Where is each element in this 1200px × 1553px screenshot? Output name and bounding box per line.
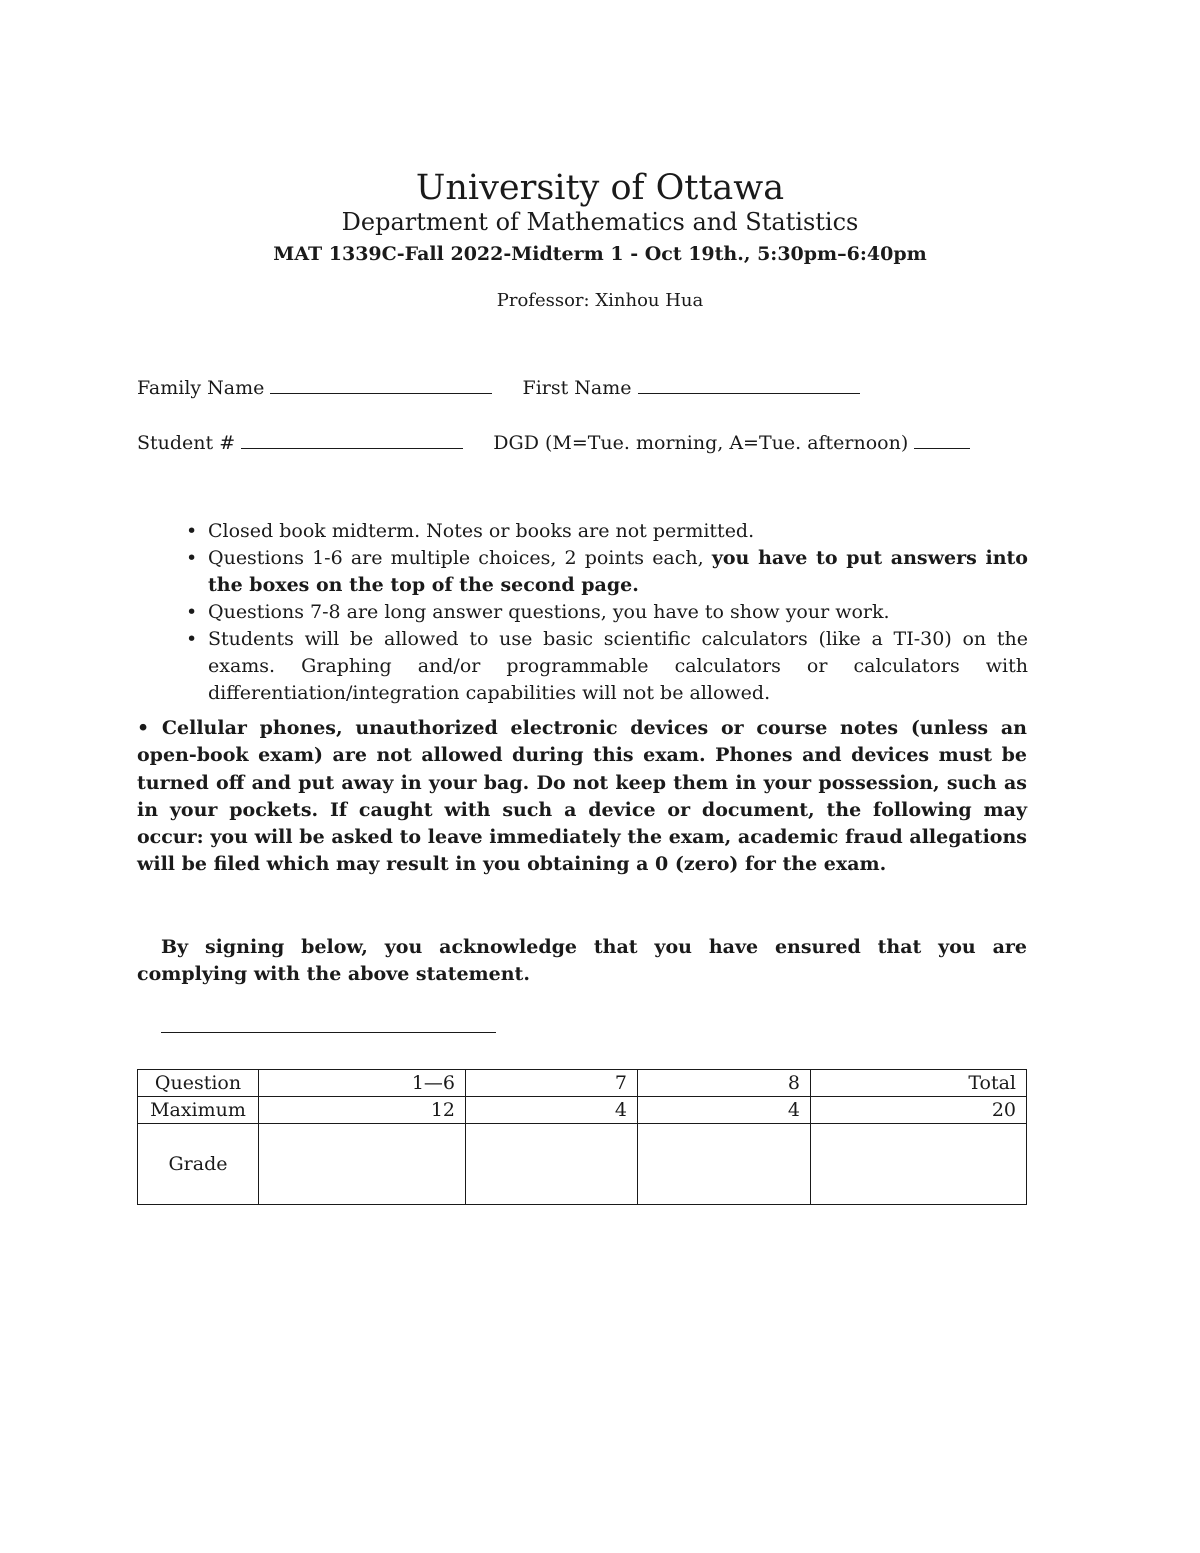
university-title: University of Ottawa <box>415 168 785 208</box>
instructions-list <box>160 518 1028 707</box>
row-label-maximum: Maximum <box>138 1097 259 1124</box>
row-label-question: Question <box>138 1070 259 1097</box>
question-cell: 1—6 <box>259 1070 466 1097</box>
instruction-text: Questions 7-8 are long answer questions, you have to show your work. <box>208 601 890 623</box>
maximum-cell: 20 <box>811 1097 1027 1124</box>
question-cell: 7 <box>466 1070 638 1097</box>
grade-cell[interactable] <box>259 1124 466 1205</box>
department-title: Department of Mathematics and Statistics <box>341 208 859 236</box>
maximum-cell: 4 <box>638 1097 811 1124</box>
table-row <box>138 1124 1027 1205</box>
instruction-item <box>160 599 1028 626</box>
family-name-blank[interactable] <box>270 375 492 394</box>
grade-cell[interactable] <box>638 1124 811 1205</box>
student-number-label: Student # <box>137 432 236 454</box>
name-fields-row <box>137 375 860 401</box>
device-warning: • Cellular phones, unauthorized electronic devices or course notes (unless an open-book exam) are not allowed during this exam. Phones and devices must be turned off and put away in your bag. Do not keep them in your possession, such as in your pockets. If caught with such a device or document, the following may occur: you will be asked to leave immediately the exam, academic fraud allegations will be filed which may result in you obtaining a 0 (zero) for the exam. <box>137 717 1027 876</box>
instruction-emphasis: you have to put answers into the boxes on the top of the second page. <box>208 547 1028 596</box>
dgd-label: DGD (M=Tue. morning, A=Tue. afternoon) <box>493 432 909 454</box>
maximum-cell: 12 <box>259 1097 466 1124</box>
professor-line: Professor: Xinhou Hua <box>496 290 704 311</box>
row-label-grade: Grade <box>138 1124 259 1205</box>
instruction-text: Students will be allowed to use basic scientific calculators (like a TI-30) on the exams. Graphing and/or programmable calculators or calculators with differentiation/integration capabilities will not be allowed. <box>208 628 1028 704</box>
grade-table <box>137 1069 1027 1205</box>
instruction-text: Questions 1-6 are multiple choices, 2 points each, <box>208 547 712 569</box>
table-row <box>138 1097 1027 1124</box>
instruction-item <box>160 626 1028 707</box>
acknowledgement-statement: By signing below, you acknowledge that you have ensured that you are complying with the above statement. <box>137 936 1027 986</box>
instruction-item <box>160 545 1028 599</box>
first-name-label: First Name <box>522 377 632 399</box>
grade-cell[interactable] <box>466 1124 638 1205</box>
grade-cell[interactable] <box>811 1124 1027 1205</box>
first-name-blank[interactable] <box>638 375 860 394</box>
family-name-label: Family Name <box>137 377 265 399</box>
instruction-text: Closed book midterm. Notes or books are not permitted. <box>208 520 755 542</box>
question-cell: 8 <box>638 1070 811 1097</box>
question-cell: Total <box>811 1070 1027 1097</box>
course-exam-line: MAT 1339C-Fall 2022-Midterm 1 - Oct 19th., 5:30pm–6:40pm <box>273 243 927 265</box>
table-row <box>138 1070 1027 1097</box>
dgd-blank[interactable] <box>914 430 970 449</box>
signature-line[interactable] <box>161 1032 496 1033</box>
student-number-blank[interactable] <box>241 430 463 449</box>
instruction-item <box>160 518 1028 545</box>
student-fields-row <box>137 430 970 456</box>
maximum-cell: 4 <box>466 1097 638 1124</box>
